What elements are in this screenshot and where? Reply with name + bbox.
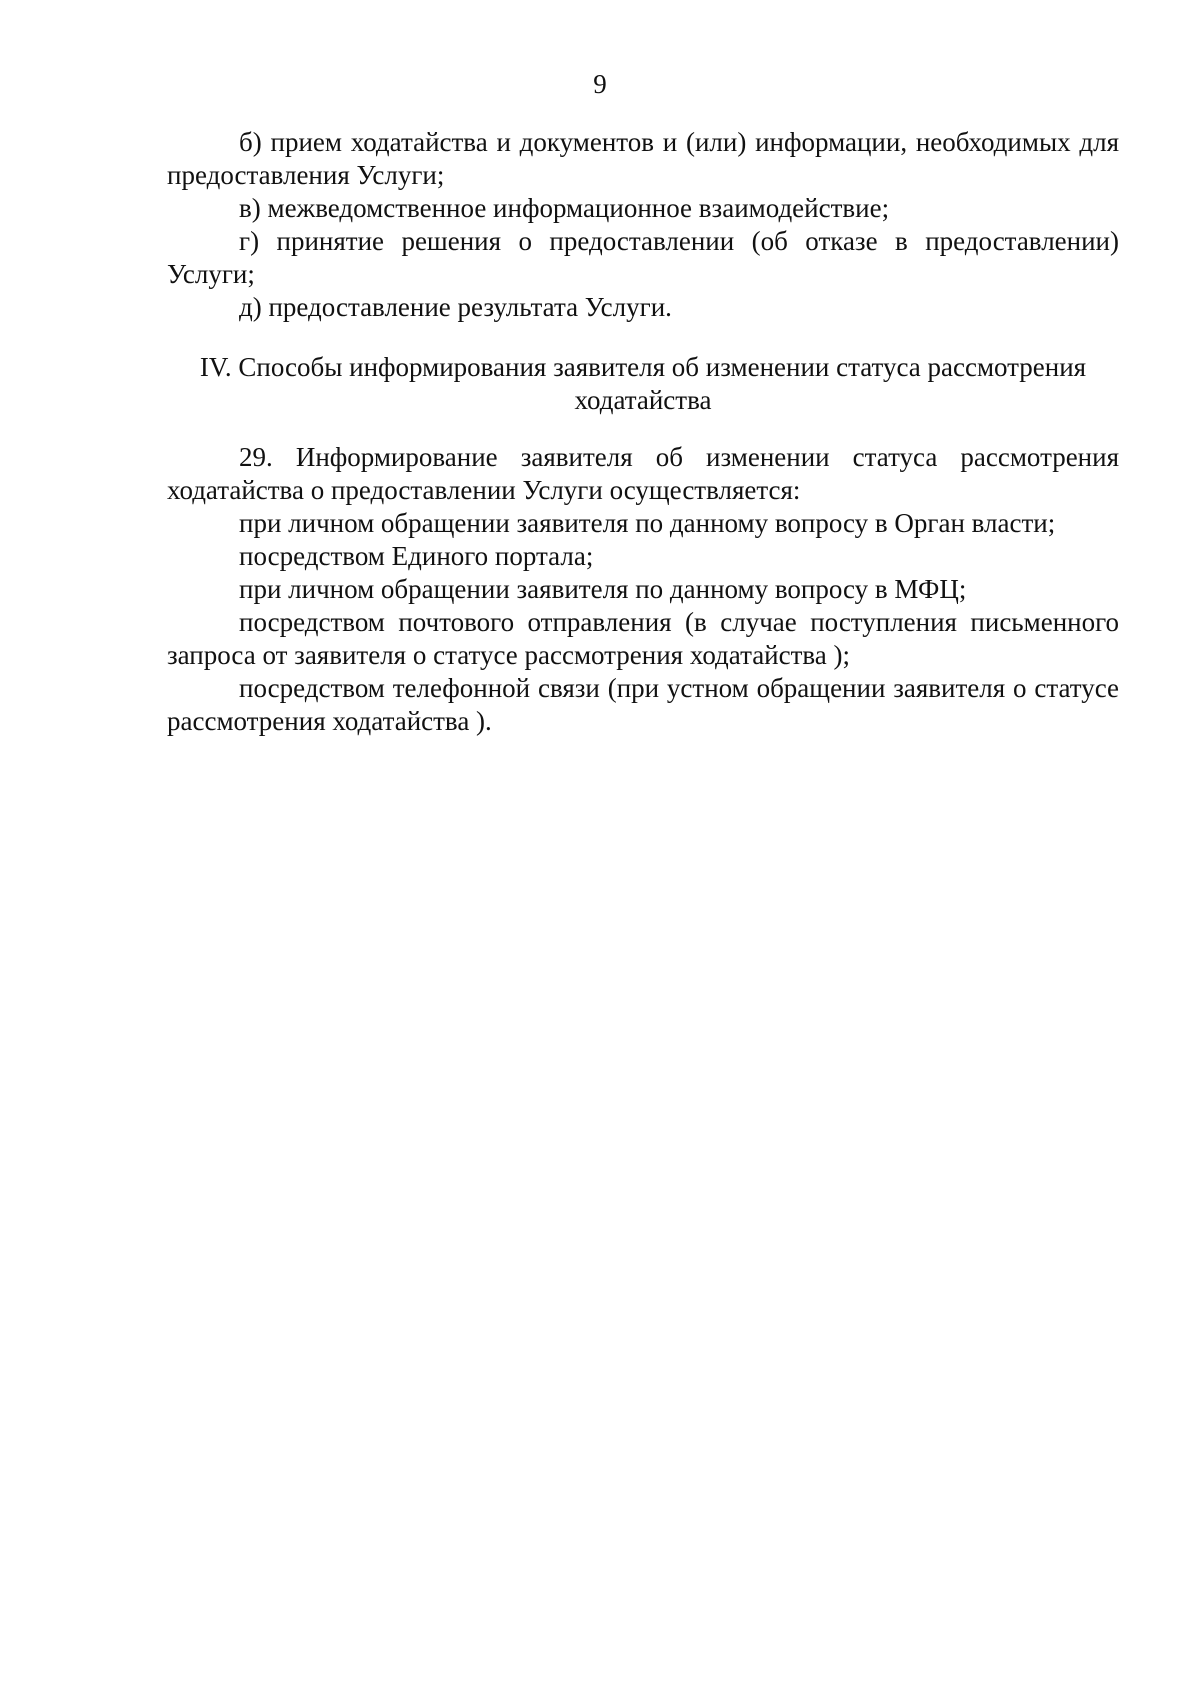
method-telephone: посредством телефонной связи (при устном обращении заявителя о статусе рассмотрения ходатайства ). [167, 673, 1119, 736]
method-personal-mfc: при личном обращении заявителя по данному вопросу в МФЦ; [239, 574, 967, 604]
list-item-v: в) межведомственное информационное взаимодействие; [239, 193, 890, 223]
paragraph-29: 29. Информирование заявителя об изменении статуса рассмотрения ходатайства о предоставлении Услуги осуществляется: [167, 442, 1119, 505]
method-unified-portal: посредством Единого портала; [239, 541, 594, 571]
page-number: 9 [593, 69, 607, 99]
list-item-d: д) предоставление результата Услуги. [239, 292, 672, 322]
method-personal-authority: при личном обращении заявителя по данному вопросу в Орган власти; [239, 508, 1056, 538]
list-item-b: б) прием ходатайства и документов и (или) информации, необходимых для предоставления Услуги; [167, 127, 1119, 190]
section-heading: IV. Способы информирования заявителя об изменении статуса рассмотрения ходатайства [199, 352, 1087, 415]
document-body [167, 126, 1119, 738]
method-postal: посредством почтового отправления (в случае поступления письменного запроса от заявителя о статусе рассмотрения ходатайства ); [167, 607, 1119, 670]
list-item-g: г) принятие решения о предоставлении (об отказе в предоставлении) Услуги; [167, 226, 1119, 289]
